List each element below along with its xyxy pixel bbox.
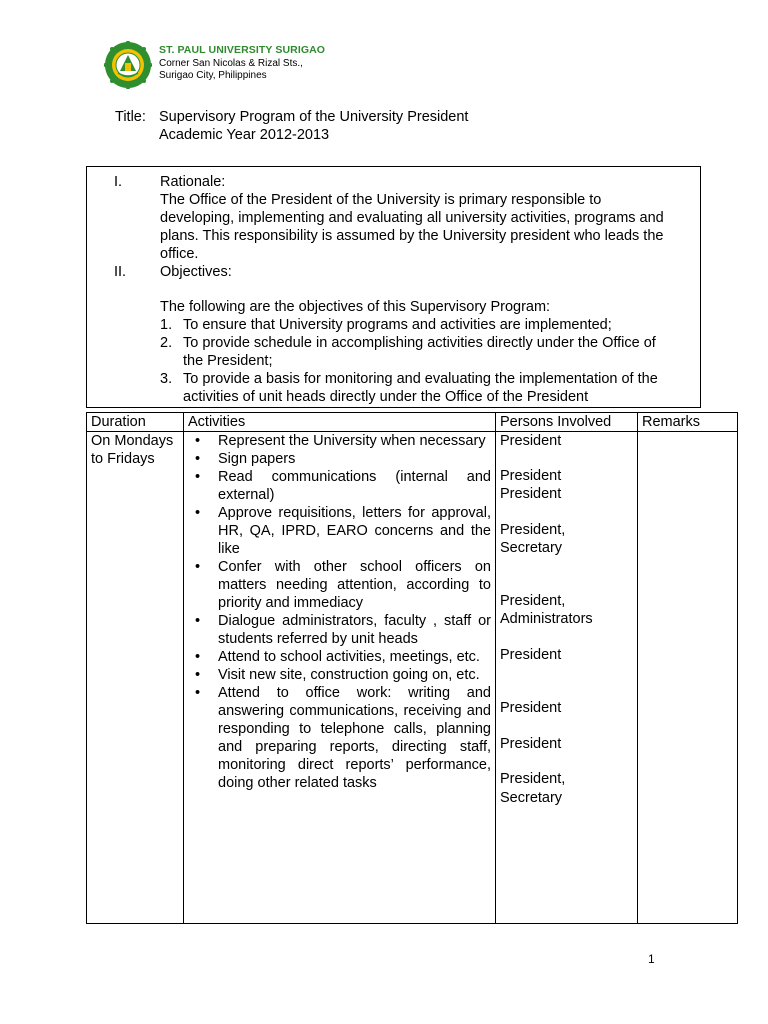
bullet-icon: • [195,451,201,467]
objectives-intro: The following are the objectives of this Supervisory Program: [160,299,551,315]
table-row [87,432,738,924]
university-name: ST. PAUL UNIVERSITY SURIGAO [159,44,326,56]
objectives-heading: Objectives: [160,264,232,280]
objective-number: 1. [160,317,173,333]
person-entry: President, [500,771,566,787]
objective-number: 2. [160,335,173,351]
rationale-line: office. [160,246,199,262]
list-item: • Attend to school activities, meetings, etc. [195,649,480,665]
activities-list [188,432,491,792]
objective-number: 3. [160,371,173,387]
list-item: • Represent the University when necessary [195,433,486,449]
bullet-icon: • [195,667,201,683]
list-item: • Dialogue administrators, faculty , staff or students referred by unit heads [195,613,491,647]
bullet-icon: • [195,649,201,665]
header-persons-involved: Persons Involved [496,413,638,432]
person-entry: President, [500,593,566,609]
university-seal [104,41,152,89]
header-activities: Activities [184,413,496,432]
header-remarks: Remarks [638,413,738,432]
persons-cell [496,432,638,924]
list-item: • Confer with other school officers on matters needing attention, according to priority and immediacy [195,559,491,611]
person-entry: President [500,700,562,716]
person-entry: President, [500,522,566,538]
rationale-number: I. [114,174,123,190]
header-duration: Duration [87,413,184,432]
rationale-heading: Rationale: [160,174,226,190]
person-entry: Secretary [500,540,563,556]
person-entry: President [500,736,562,752]
schedule-table [86,412,701,924]
university-address-line2: Surigao City, Philippines [159,70,267,81]
bullet-icon: • [195,613,201,629]
bullet-icon: • [195,505,201,521]
list-item: • Read communications (internal and external) [195,469,491,503]
objective-text: To ensure that University programs and activities are implemented; [183,317,612,333]
list-item: • Visit new site, construction going on, etc. [195,667,480,683]
objectives-number: II. [114,264,127,280]
title-line1: Supervisory Program of the University President [159,109,469,125]
rationale-line: developing, implementing and evaluating all university activities, programs and [160,210,664,226]
person-entry: Secretary [500,790,563,806]
rationale-line: plans. This responsibility is assumed by the University president who leads the [160,228,664,244]
bullet-icon: • [195,433,201,449]
remarks-cell [638,432,738,924]
person-entry: President [500,468,562,484]
person-entry: Administrators [500,611,593,627]
title-label: Title: [115,109,146,125]
objective-text: the President; [183,353,273,369]
person-entry: President [500,433,562,449]
duration-cell [87,432,184,924]
university-address-line1: Corner San Nicolas & Rizal Sts., [159,58,303,69]
objective-text: To provide a basis for monitoring and evaluating the implementation of the [183,371,658,387]
list-item: • Approve requisitions, letters for approval, HR, QA, IPRD, EARO concerns and the like [195,505,491,557]
title-line2: Academic Year 2012-2013 [159,127,330,143]
objective-text: To provide schedule in accomplishing activities directly under the Office of [183,335,656,351]
list-item: • Attend to office work: writing and answering communications, receiving and responding to telephone calls, planning and preparing reports, directing staff, monitoring direct reports’ performance, doing other related tasks [195,685,491,791]
page-number: 1 [648,952,655,966]
list-item: • Sign papers [195,451,296,467]
rationale-line: The Office of the President of the University is primary responsible to [160,192,602,208]
person-entry: President [500,647,562,663]
table-header-row [87,413,738,432]
duration-text: On Mondays to Fridays [91,433,174,467]
bullet-icon: • [195,685,201,701]
rationale-objectives-box [86,166,701,408]
activities-cell [184,432,496,924]
objective-text: activities of unit heads directly under the Office of the President [183,389,589,405]
bullet-icon: • [195,469,201,485]
bullet-icon: • [195,559,201,575]
person-entry: President [500,486,562,502]
